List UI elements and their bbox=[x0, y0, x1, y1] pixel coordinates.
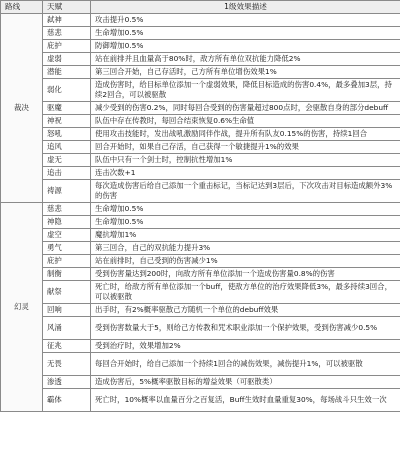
effect-description-cell: 出手时，有2%概率驱散己方随机一个单位的debuff效果 bbox=[91, 304, 400, 317]
table-row bbox=[1, 229, 400, 242]
table-row bbox=[1, 53, 400, 66]
table-row bbox=[1, 281, 400, 304]
talent-name-cell: 虚弱 bbox=[43, 53, 91, 66]
effect-description-cell: 每次造成伤害后给自己添加一个重击标记，当标记达到3层后，下次攻击对目标造成额外3%的伤害 bbox=[91, 180, 400, 203]
table-row bbox=[1, 317, 400, 340]
table-row bbox=[1, 40, 400, 53]
talent-name-cell: 弑神 bbox=[43, 14, 91, 27]
talent-name-cell: 驱魔 bbox=[43, 102, 91, 115]
talent-name-cell: 制衡 bbox=[43, 268, 91, 281]
effect-description-cell: 队伍中只有一个剑士时，控制抗性增加1% bbox=[91, 154, 400, 167]
talent-name-cell: 无畏 bbox=[43, 353, 91, 376]
talent-name-cell: 风涌 bbox=[43, 317, 91, 340]
talent-name-cell: 弱化 bbox=[43, 79, 91, 102]
effect-description-cell: 站在前排时，自己受到的伤害减少1% bbox=[91, 255, 400, 268]
table-row bbox=[1, 154, 400, 167]
effect-description-cell: 生命增加0.5% bbox=[91, 216, 400, 229]
table-row bbox=[1, 216, 400, 229]
effect-description-cell: 造成伤害时，给目标单位添加一个虚弱效果，降低目标造成的伤害0.4%，最多叠加3层，持续2回合，可以被驱散 bbox=[91, 79, 400, 102]
route-cell: 幻灵 bbox=[1, 203, 43, 412]
talent-name-cell: 追击 bbox=[43, 167, 91, 180]
effect-description-cell: 站在前排并且血量高于80%时，敌方所有单位双抗能力降低2% bbox=[91, 53, 400, 66]
table-row bbox=[1, 180, 400, 203]
effect-description-cell: 受到治疗时，效果增加2% bbox=[91, 340, 400, 353]
table-row bbox=[1, 255, 400, 268]
effect-description-cell: 生命增加0.5% bbox=[91, 203, 400, 216]
table-row bbox=[1, 376, 400, 389]
talent-name-cell: 庇护 bbox=[43, 40, 91, 53]
effect-description-cell: 生命增加0.5% bbox=[91, 27, 400, 40]
talent-name-cell: 征兆 bbox=[43, 340, 91, 353]
talent-name-cell: 霸体 bbox=[43, 389, 91, 412]
talent-name-cell: 追风 bbox=[43, 141, 91, 154]
effect-description-cell: 受到伤害数量大于5，则给己方传教和咒术职业添加一个保护效果，受到伤害减少0.5% bbox=[91, 317, 400, 340]
table-row bbox=[1, 27, 400, 40]
talent-name-cell: 勇气 bbox=[43, 242, 91, 255]
effect-description-cell: 造成伤害后，5%概率驱散目标的增益效果（可驱散类） bbox=[91, 376, 400, 389]
effect-description-cell: 防御增加0.5% bbox=[91, 40, 400, 53]
talent-name-cell: 慈悲 bbox=[43, 27, 91, 40]
effect-description-cell: 死亡时，10%概率以血量百分之百复活，Buff生效时血量重复30%，每场战斗只生效一次 bbox=[91, 389, 400, 412]
talent-name-cell: 神祝 bbox=[43, 115, 91, 128]
table-row bbox=[1, 167, 400, 180]
table-row bbox=[1, 128, 400, 141]
talent-name-cell: 献祭 bbox=[43, 281, 91, 304]
table-row bbox=[1, 353, 400, 376]
table-row bbox=[1, 389, 400, 412]
talent-name-cell: 祷源 bbox=[43, 180, 91, 203]
effect-description-cell: 连击次数+1 bbox=[91, 167, 400, 180]
talent-name-cell: 虚无 bbox=[43, 154, 91, 167]
effect-description-cell: 回合开始时，如果自己存活，自己获得一个敏捷提升1%的效果 bbox=[91, 141, 400, 154]
table-row bbox=[1, 242, 400, 255]
table-row bbox=[1, 66, 400, 79]
effect-description-cell: 每回合开始时，给自己添加一个持续1回合的减伤效果，减伤提升1%，可以被驱散 bbox=[91, 353, 400, 376]
header-effect: 1级效果描述 bbox=[91, 1, 400, 14]
talent-name-cell: 渗透 bbox=[43, 376, 91, 389]
effect-description-cell: 使用攻击技能时，发出战吼激励同伴作战，提升所有队友0.15%的伤害，持续1回合 bbox=[91, 128, 400, 141]
header-row bbox=[1, 1, 400, 14]
table-row bbox=[1, 79, 400, 102]
effect-description-cell: 死亡时，给敌方所有单位添加一个buff，使敌方单位的治疗效果降低3%，最多持续3回合，可以被驱散 bbox=[91, 281, 400, 304]
table-row bbox=[1, 102, 400, 115]
table-row bbox=[1, 304, 400, 317]
talent-name-cell: 神隐 bbox=[43, 216, 91, 229]
talent-name-cell: 慈悲 bbox=[43, 203, 91, 216]
talent-name-cell: 庇护 bbox=[43, 255, 91, 268]
talent-name-cell: 怒吼 bbox=[43, 128, 91, 141]
effect-description-cell: 魔抗增加1% bbox=[91, 229, 400, 242]
table-body bbox=[1, 14, 400, 412]
effect-description-cell: 攻击提升0.5% bbox=[91, 14, 400, 27]
talent-name-cell: 潜能 bbox=[43, 66, 91, 79]
effect-description-cell: 队伍中存在传教时，每回合结束恢复0.6%生命值 bbox=[91, 115, 400, 128]
table-row bbox=[1, 203, 400, 216]
effect-description-cell: 第三回合开始，自己存活时，己方所有单位增伤效果1% bbox=[91, 66, 400, 79]
talent-name-cell: 回响 bbox=[43, 304, 91, 317]
table-row bbox=[1, 340, 400, 353]
route-cell: 裁决 bbox=[1, 14, 43, 203]
effect-description-cell: 第三回合，自己的双抗能力提升3% bbox=[91, 242, 400, 255]
effect-description-cell: 减少受到的伤害0.2%，同时每回合受到的伤害量超过800点时，会驱散自身的部分debuff bbox=[91, 102, 400, 115]
table-row bbox=[1, 14, 400, 27]
table-row bbox=[1, 268, 400, 281]
header-route: 路线 bbox=[1, 1, 43, 14]
effect-description-cell: 受到伤害量达到200时，向敌方所有单位添加一个造成伤害量0.8%的伤害 bbox=[91, 268, 400, 281]
table-row bbox=[1, 141, 400, 154]
table-row bbox=[1, 115, 400, 128]
header-talent: 天赋 bbox=[43, 1, 91, 14]
talent-name-cell: 虚空 bbox=[43, 229, 91, 242]
